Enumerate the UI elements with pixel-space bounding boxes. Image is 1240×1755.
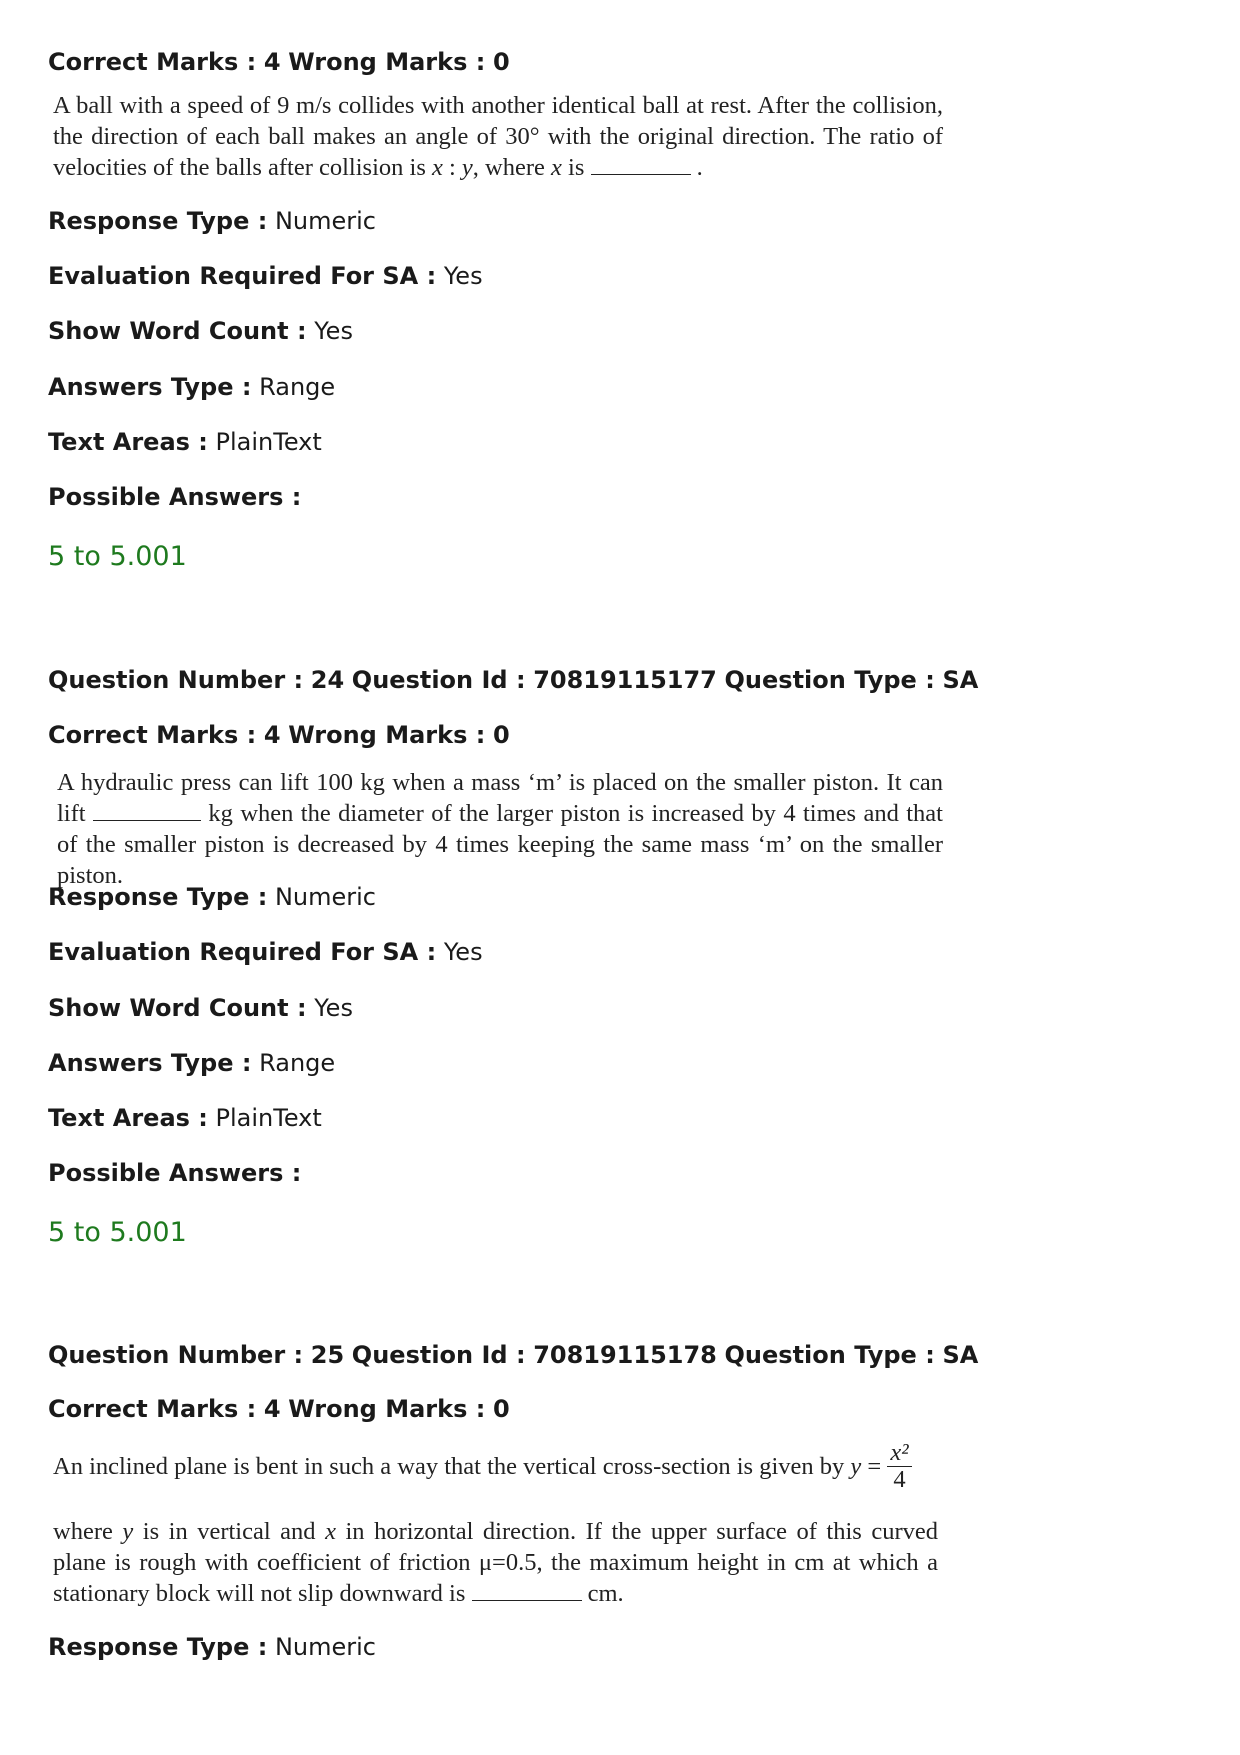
q23-response-type: Response Type : Numeric (48, 207, 376, 235)
q24-possible-answers-label: Possible Answers : (48, 1159, 302, 1187)
q23-text-areas: Text Areas : PlainText (48, 428, 322, 456)
q24-answers-type: Answers Type : Range (48, 1049, 336, 1077)
q23-evaluation-required: Evaluation Required For SA : Yes (48, 262, 483, 290)
q23-possible-answers-label: Possible Answers : (48, 483, 302, 511)
exam-page (48, 0, 1198, 1755)
q25-question-line1: An inclined plane is bent in such a way that the vertical cross-section is given by y = $\frac{\text{x²}}{4}$ (53, 1440, 943, 1493)
correct-marks-label: Correct Marks : (48, 48, 257, 76)
q23-answers-type: Answers Type : Range (48, 373, 336, 401)
q24-marks-line: Correct Marks : 4 Wrong Marks : 0 (48, 721, 510, 749)
answer-blank (472, 1580, 582, 1601)
question-type: SA (942, 666, 979, 694)
question-number: 25 (310, 1341, 345, 1369)
answer-blank (93, 800, 201, 821)
equation-fraction: $\frac{\text{x²}}{4}$ (887, 1440, 911, 1493)
q25-header: Question Number : 25 Question Id : 70819115178 Question Type : SA (48, 1341, 979, 1369)
wrong-marks-value: 0 (492, 48, 510, 76)
q24-header: Question Number : 24 Question Id : 70819115177 Question Type : SA (48, 666, 979, 694)
q24-evaluation-required: Evaluation Required For SA : Yes (48, 938, 483, 966)
q24-text-areas: Text Areas : PlainText (48, 1104, 322, 1132)
q24-question-text: A hydraulic press can lift 100 kg when a mass ‘m’ is placed on the smaller piston. It can lift kg when the diameter of the larger piston is increased by 4 times and that of the smaller piston is decreased by 4 times keeping the same mass ‘m’ on the smaller piston. (57, 769, 943, 889)
q23-possible-answer: 5 to 5.001 (48, 541, 187, 572)
q23-show-word-count: Show Word Count : Yes (48, 317, 353, 345)
correct-marks-value: 4 (263, 48, 281, 76)
q23-question-text: A ball with a speed of 9 m/s collides with another identical ball at rest. After the collision, the direction of each ball makes an angle of 30° with the original direction. The ratio of velocities of the balls after collision is x : y, where x is . (53, 92, 943, 181)
q25-question-text: where y is in vertical and x in horizontal direction. If the upper surface of this curved plane is rough with coefficient of friction μ=0.5, the maximum height in cm at which a stationary block will not slip downward is cm. (53, 1518, 938, 1607)
question-id: 70819115177 (533, 666, 717, 694)
question-number: 24 (310, 666, 345, 694)
q24-response-type: Response Type : Numeric (48, 883, 376, 911)
q24-possible-answer: 5 to 5.001 (48, 1217, 187, 1248)
wrong-marks-label: Wrong Marks : (288, 48, 486, 76)
answer-blank (591, 154, 691, 175)
question-id: 70819115178 (533, 1341, 717, 1369)
q25-marks-line: Correct Marks : 4 Wrong Marks : 0 (48, 1395, 510, 1423)
q24-show-word-count: Show Word Count : Yes (48, 994, 353, 1022)
q25-response-type: Response Type : Numeric (48, 1633, 376, 1661)
q23-marks-line (48, 47, 510, 77)
question-type: SA (942, 1341, 979, 1369)
